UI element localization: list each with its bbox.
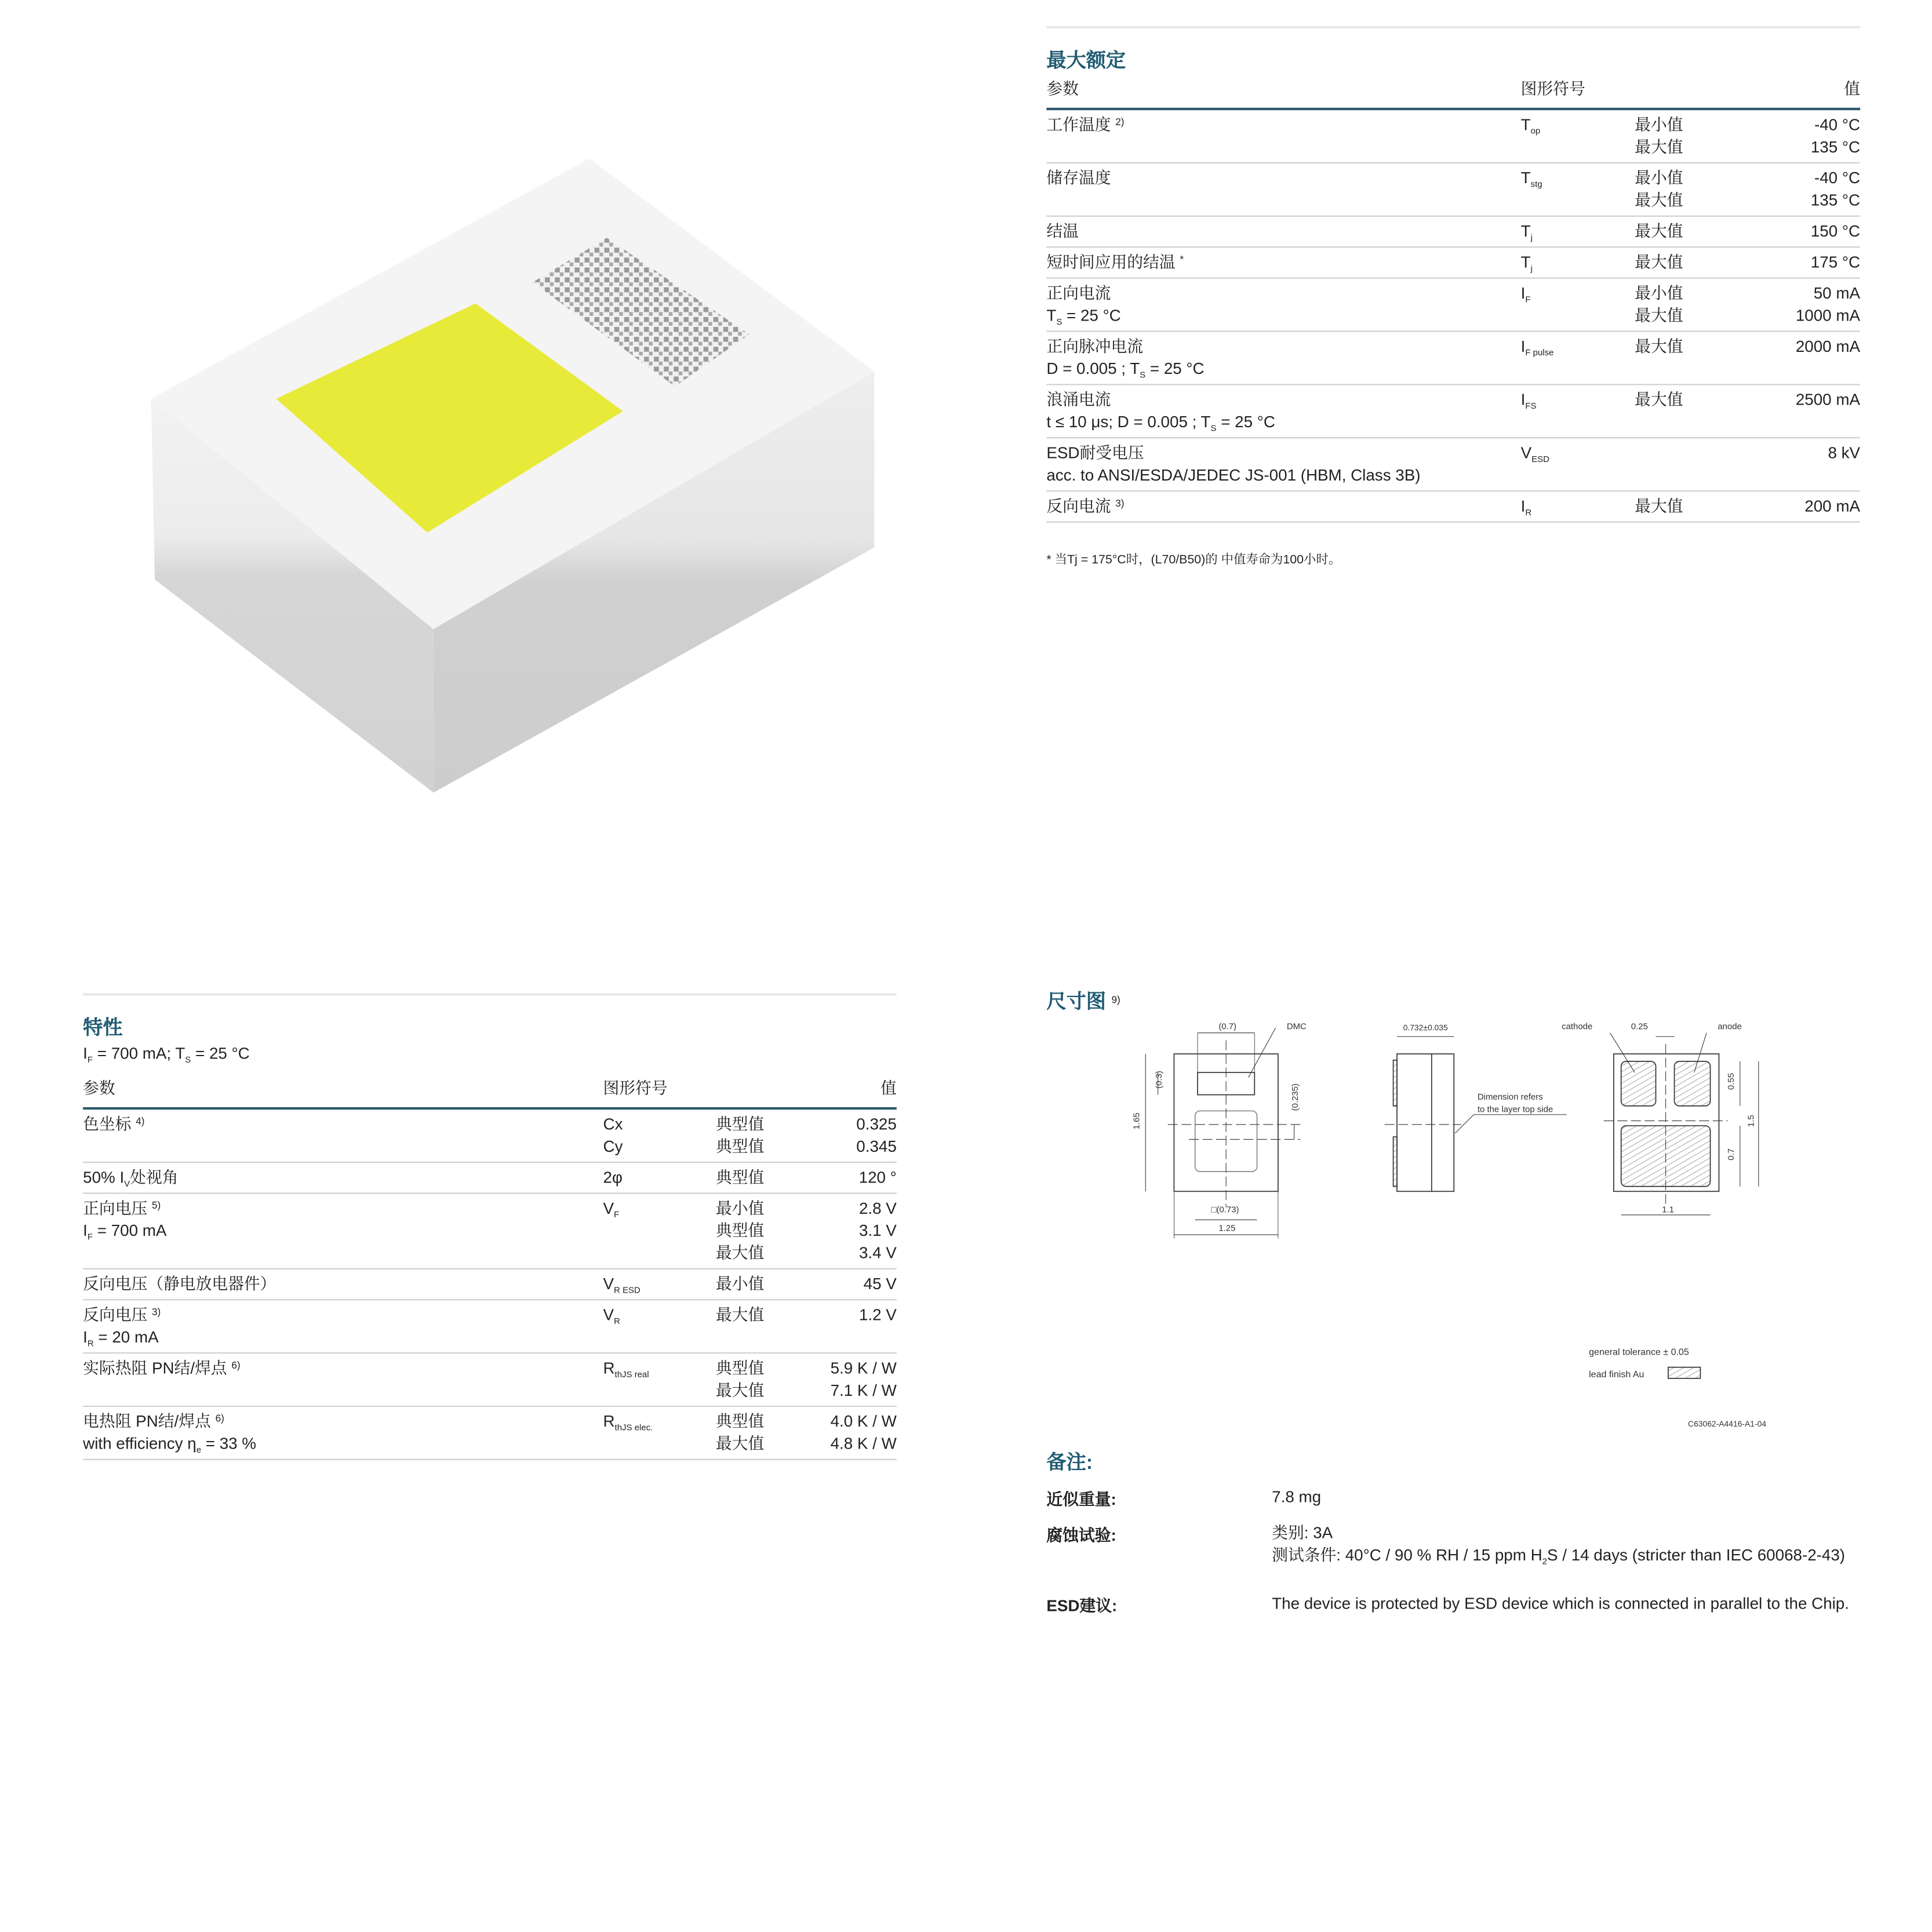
characteristics-table — [83, 1109, 897, 1460]
dim-label: cathode — [1562, 1021, 1593, 1032]
table-row — [1046, 385, 1860, 438]
text: 反向电压（静电放电器件） — [83, 1274, 276, 1293]
text: 正向电流 — [1046, 283, 1111, 303]
value-entry — [716, 1433, 897, 1455]
note-value — [1272, 1486, 1860, 1508]
param-line — [83, 1326, 897, 1348]
symbol-cell — [1521, 336, 1554, 358]
table-row — [83, 1407, 897, 1460]
values-cell — [716, 1358, 897, 1402]
text: ESD耐受电压 — [1046, 443, 1144, 462]
value-qualifier: 典型值 — [715, 1221, 765, 1240]
value: 7.1 K / W — [830, 1381, 897, 1400]
symbol-subscript: j — [1530, 234, 1533, 243]
values-cell — [1635, 442, 1860, 464]
value-qualifier: 最大值 — [1635, 137, 1683, 157]
subscript: 2 — [1542, 1558, 1547, 1567]
symbol-subscript: stg — [1530, 180, 1542, 190]
symbol: T — [1520, 252, 1531, 271]
symbol-subscript: op — [1530, 128, 1541, 137]
symbol-subscript: F — [1525, 296, 1531, 305]
value-qualifier: 最大值 — [1635, 390, 1683, 409]
symbol: I — [1520, 496, 1526, 515]
values-cell — [716, 1304, 897, 1326]
dim-label: (0.3) — [1154, 1071, 1165, 1089]
value-qualifier: 最小值 — [1635, 168, 1683, 187]
text: 处视角 — [130, 1167, 179, 1187]
value-entry — [1635, 442, 1860, 464]
value-entry — [1635, 252, 1860, 274]
symbol-cell — [603, 1167, 622, 1189]
value-qualifier: 典型值 — [715, 1411, 765, 1431]
table-row — [1046, 217, 1860, 248]
values-cell — [716, 1167, 897, 1189]
values-cell — [716, 1410, 897, 1455]
value: 2500 mA — [1795, 390, 1861, 409]
dim-label: (0.235) — [1290, 1083, 1301, 1111]
value: 135 °C — [1810, 137, 1861, 157]
symbol: T — [1520, 221, 1531, 241]
table-row — [1046, 279, 1860, 332]
header-symbol: 图形符号 — [603, 1078, 668, 1097]
value: 5.9 K / W — [830, 1358, 897, 1377]
footnote-ref: 2) — [1115, 116, 1125, 128]
dim-label: to the layer top side — [1477, 1104, 1553, 1115]
dim-label: Dimension refers — [1477, 1092, 1543, 1103]
value: 3.1 V — [858, 1221, 897, 1240]
symbol-subscript: R — [1525, 509, 1532, 518]
value-entry — [1635, 389, 1860, 411]
note-label: 近似重量: — [1046, 1490, 1116, 1509]
subscript: S — [1210, 424, 1217, 434]
header-value: 值 — [881, 1078, 897, 1097]
text: 电热阻 PN结/焊点 — [83, 1411, 211, 1431]
text: t ≤ 10 μs; D = 0.005 ; T — [1046, 412, 1211, 431]
text: 结温 — [1046, 221, 1079, 241]
characteristics-title: 特性 — [83, 1018, 123, 1039]
text: T — [1046, 305, 1057, 325]
value-entry — [1635, 496, 1860, 518]
value: -40 °C — [1814, 115, 1861, 134]
value-entry — [1635, 167, 1860, 189]
text: 工作温度 — [1046, 115, 1111, 134]
text: 测试条件: 40°C / 90 % RH / 15 ppm H — [1272, 1545, 1542, 1564]
symbol: R — [603, 1411, 615, 1431]
symbol: I — [1520, 283, 1526, 303]
dim-label: (0.7) — [1218, 1021, 1237, 1032]
note-line — [1272, 1544, 1860, 1566]
text: acc. to ANSI/ESDA/JEDEC JS-001 (HBM, Class 3B) — [1046, 465, 1421, 485]
footnote-ref: 9) — [1111, 994, 1120, 1006]
dim-label: 0.55 — [1726, 1073, 1737, 1090]
footnote-ref: 3) — [152, 1307, 161, 1318]
value-entry — [716, 1410, 897, 1432]
value-entry — [716, 1136, 897, 1158]
values-cell — [716, 1273, 897, 1295]
subscript: S — [1056, 318, 1063, 328]
table-row — [1046, 248, 1860, 278]
text: 反向电流 — [1046, 496, 1111, 515]
text: = 25 °C — [191, 1044, 250, 1063]
symbol-cell — [1521, 496, 1532, 518]
subscript: e — [196, 1446, 202, 1456]
footnote-ref: 6) — [215, 1413, 224, 1424]
text: = 25 °C — [1062, 305, 1121, 325]
text: 50% I — [83, 1167, 125, 1187]
value-entry — [1635, 136, 1860, 158]
text: = 20 mA — [93, 1327, 159, 1347]
symbol-cell — [603, 1198, 619, 1220]
symbol-cell — [1521, 167, 1542, 189]
symbol: V — [1520, 443, 1532, 462]
value-qualifier: 最小值 — [1635, 115, 1683, 134]
value-qualifier: 最大值 — [1635, 221, 1683, 241]
section-divider — [1046, 26, 1860, 28]
value-entry — [716, 1114, 897, 1136]
value-qualifier: 典型值 — [715, 1167, 765, 1187]
tolerance-note: general tolerance ± 0.05 — [1589, 1347, 1689, 1358]
param-line — [1046, 464, 1860, 486]
table-row — [83, 1194, 897, 1269]
dimensions-title — [1046, 986, 1120, 1014]
value: 1000 mA — [1795, 305, 1861, 325]
values-cell — [1635, 114, 1860, 159]
symbol: Cx — [603, 1114, 623, 1133]
symbol: T — [1520, 168, 1531, 187]
value: 4.8 K / W — [830, 1434, 897, 1453]
note-line — [1272, 1522, 1860, 1544]
table-row — [83, 1300, 897, 1354]
dim-label: 1.1 — [1662, 1205, 1674, 1215]
symbol-subscript: FS — [1525, 402, 1537, 412]
dim-label: □(0.73) — [1211, 1205, 1239, 1215]
dim-label: 0.25 — [1631, 1021, 1648, 1032]
values-cell — [1635, 496, 1860, 518]
value-qualifier: 最大值 — [1635, 496, 1683, 515]
symbol: Cy — [603, 1137, 623, 1156]
symbol: V — [603, 1305, 614, 1324]
table-row — [1046, 332, 1860, 385]
value: -40 °C — [1814, 168, 1861, 187]
dim-label: DMC — [1286, 1021, 1307, 1032]
text: = 25 °C — [1145, 359, 1205, 378]
value-qualifier: 典型值 — [715, 1358, 765, 1377]
subscript: V — [124, 1180, 130, 1189]
symbol: R — [603, 1358, 615, 1377]
value: 2000 mA — [1795, 337, 1861, 356]
values-cell — [1635, 252, 1860, 274]
footnote-ref: 5) — [152, 1200, 161, 1211]
value-qualifier: 最小值 — [715, 1199, 765, 1218]
value: 3.4 V — [858, 1243, 897, 1262]
footnote-ref: 4) — [136, 1115, 145, 1127]
symbol-cell — [1521, 252, 1533, 274]
text: 色坐标 — [83, 1114, 132, 1133]
text: I — [83, 1044, 88, 1063]
text: 正向脉冲电流 — [1046, 337, 1144, 356]
symbol-cell — [1521, 282, 1531, 304]
note-label: 腐蚀试验: — [1046, 1526, 1116, 1545]
value-entry — [1635, 305, 1860, 327]
header-value: 值 — [1844, 79, 1861, 98]
value: 175 °C — [1810, 252, 1861, 271]
symbol-cell — [1521, 220, 1533, 242]
text: = 25 °C — [1216, 412, 1275, 431]
header-param: 参数 — [1046, 79, 1079, 98]
symbol-subscript: F pulse — [1525, 349, 1554, 358]
value-qualifier: 最大值 — [715, 1305, 765, 1324]
value-entry — [716, 1198, 897, 1220]
value-entry — [1635, 114, 1860, 136]
table-row — [83, 1269, 897, 1300]
value-entry — [716, 1358, 897, 1380]
values-cell — [1635, 282, 1860, 327]
subscript: F — [87, 1233, 93, 1242]
value-entry — [1635, 336, 1860, 358]
dim-label: 0.732±0.035 — [1403, 1023, 1448, 1032]
dim-label: 1.5 — [1746, 1115, 1756, 1127]
values-cell — [1635, 336, 1860, 358]
subscript: S — [185, 1056, 191, 1065]
param-line — [1046, 411, 1860, 433]
note-line — [1272, 1593, 1860, 1615]
values-cell — [716, 1114, 897, 1158]
text: 短时间应用的结温 — [1046, 252, 1176, 271]
value: 0.345 — [856, 1137, 897, 1156]
symbol-cell — [603, 1358, 649, 1380]
symbol-cell — [603, 1410, 653, 1432]
value: 0.325 — [856, 1114, 897, 1133]
value-entry — [1635, 220, 1860, 242]
symbol-cell — [1521, 114, 1541, 136]
header-param: 参数 — [83, 1078, 115, 1097]
text: D = 0.005 ; T — [1046, 359, 1140, 378]
footnote-ref: 3) — [1115, 497, 1125, 510]
symbol-subscript: R — [614, 1318, 620, 1327]
notes-title: 备注: — [1046, 1453, 1093, 1474]
symbol: I — [1520, 390, 1526, 409]
value-qualifier: 最大值 — [1635, 252, 1683, 271]
value-qualifier: 最大值 — [1635, 191, 1683, 210]
text: 浪涌电流 — [1046, 390, 1111, 409]
value-entry — [716, 1220, 897, 1242]
text: = 700 mA; T — [93, 1044, 185, 1063]
value-qualifier: 最大值 — [715, 1381, 765, 1400]
value-entry — [716, 1273, 897, 1295]
symbol-cell — [1521, 389, 1537, 411]
section-divider — [83, 993, 897, 995]
value: 200 mA — [1804, 496, 1861, 515]
value-qualifier: 典型值 — [715, 1137, 765, 1156]
footnote-ref: 6) — [231, 1359, 241, 1371]
dimension-drawing — [1115, 1009, 1808, 1443]
symbol: T — [1520, 115, 1531, 134]
dimensions-title-text: 尺寸图 — [1046, 992, 1106, 1013]
text: 反向电压 — [83, 1305, 148, 1324]
drawing-code: C63062-A4416-A1-04 — [1688, 1419, 1767, 1429]
symbol-subscript: thJS real — [614, 1371, 649, 1380]
subscript: S — [1140, 371, 1146, 380]
values-cell — [716, 1198, 897, 1264]
max-ratings-table — [1046, 110, 1860, 522]
table-row — [83, 1354, 897, 1407]
value-qualifier: 最大值 — [1635, 305, 1683, 325]
value-entry — [1635, 190, 1860, 212]
value: 135 °C — [1810, 191, 1861, 210]
table-row — [1046, 438, 1860, 492]
text: with efficiency η — [83, 1434, 197, 1453]
symbol: V — [603, 1199, 614, 1218]
values-cell — [1635, 389, 1860, 411]
value: 50 mA — [1813, 283, 1861, 303]
value: 45 V — [863, 1274, 897, 1293]
value-qualifier: 最小值 — [1635, 283, 1683, 303]
text: 类别: 3A — [1272, 1523, 1333, 1542]
characteristics-condition — [83, 1044, 250, 1063]
footnote-ref: * — [1180, 253, 1184, 265]
value-entry — [716, 1304, 897, 1326]
values-cell — [1635, 220, 1860, 242]
value-entry — [716, 1167, 897, 1189]
dim-label: 1.25 — [1218, 1223, 1236, 1234]
max-ratings-footnote: * 当Tj = 175°C时，(L70/B50)的 中值寿命为100小时。 — [1046, 554, 1341, 567]
table-row — [83, 1163, 897, 1194]
symbol-cell — [603, 1114, 623, 1158]
value-qualifier: 最大值 — [715, 1243, 765, 1262]
table-row — [83, 1109, 897, 1163]
value: 4.0 K / W — [830, 1411, 897, 1431]
table-row — [1046, 110, 1860, 163]
text: I — [83, 1327, 88, 1347]
symbol-cell — [603, 1304, 620, 1326]
dim-label: 1.65 — [1131, 1112, 1142, 1130]
dim-label: anode — [1718, 1021, 1742, 1032]
anode-pad — [1675, 1061, 1711, 1106]
value-qualifier: 最大值 — [1635, 337, 1683, 356]
value-entry — [1635, 282, 1860, 304]
subscript: R — [87, 1340, 94, 1349]
value: 8 kV — [1828, 443, 1861, 462]
text: 7.8 mg — [1272, 1487, 1322, 1506]
value-qualifier: 最大值 — [715, 1434, 765, 1453]
symbol-subscript: F — [614, 1211, 620, 1220]
dim-label: 0.7 — [1726, 1148, 1737, 1160]
value: 1.2 V — [858, 1305, 897, 1324]
text: 储存温度 — [1046, 168, 1111, 187]
symbol: I — [1520, 337, 1526, 356]
subscript: F — [87, 1056, 93, 1065]
text: = 700 mA — [93, 1221, 167, 1240]
lead-finish-swatch — [1668, 1367, 1701, 1378]
value: 120 ° — [858, 1167, 897, 1187]
value-qualifier: 典型值 — [715, 1114, 765, 1133]
symbol-cell — [603, 1273, 640, 1295]
table-row — [1046, 492, 1860, 522]
text: S / 14 days (stricter than IEC 60068-2-43) — [1547, 1545, 1846, 1564]
symbol-subscript: thJS elec. — [614, 1424, 653, 1433]
text: The device is protected by ESD device which is connected in parallel to the Chip. — [1272, 1593, 1849, 1613]
header-symbol: 图形符号 — [1520, 79, 1585, 98]
text: = 33 % — [201, 1434, 257, 1453]
note-value — [1272, 1593, 1860, 1615]
note-line — [1272, 1486, 1860, 1508]
symbol-subscript: ESD — [1531, 456, 1549, 465]
note-value — [1272, 1522, 1860, 1567]
value-entry — [716, 1242, 897, 1264]
text: I — [83, 1221, 88, 1240]
symbol: V — [603, 1274, 614, 1293]
text: 实际热阻 PN结/焊点 — [83, 1358, 227, 1377]
table-row — [1046, 163, 1860, 217]
value-qualifier: 最小值 — [715, 1274, 765, 1293]
values-cell — [1635, 167, 1860, 212]
cathode-pad — [1621, 1061, 1656, 1106]
symbol-subscript: j — [1530, 265, 1533, 274]
value: 2.8 V — [858, 1199, 897, 1218]
value: 150 °C — [1810, 221, 1861, 241]
bottom-view — [1604, 1033, 1759, 1215]
value-entry — [716, 1380, 897, 1402]
param-line — [1046, 358, 1860, 380]
lead-finish-note: lead finish Au — [1589, 1369, 1644, 1380]
text: 正向电压 — [83, 1199, 148, 1218]
symbol-subscript: R ESD — [614, 1286, 641, 1296]
note-label: ESD建议: — [1046, 1596, 1118, 1615]
max-ratings-title: 最大额定 — [1046, 50, 1126, 72]
led-product-image — [124, 136, 941, 829]
symbol: 2φ — [603, 1167, 623, 1187]
symbol-cell — [1521, 442, 1549, 464]
